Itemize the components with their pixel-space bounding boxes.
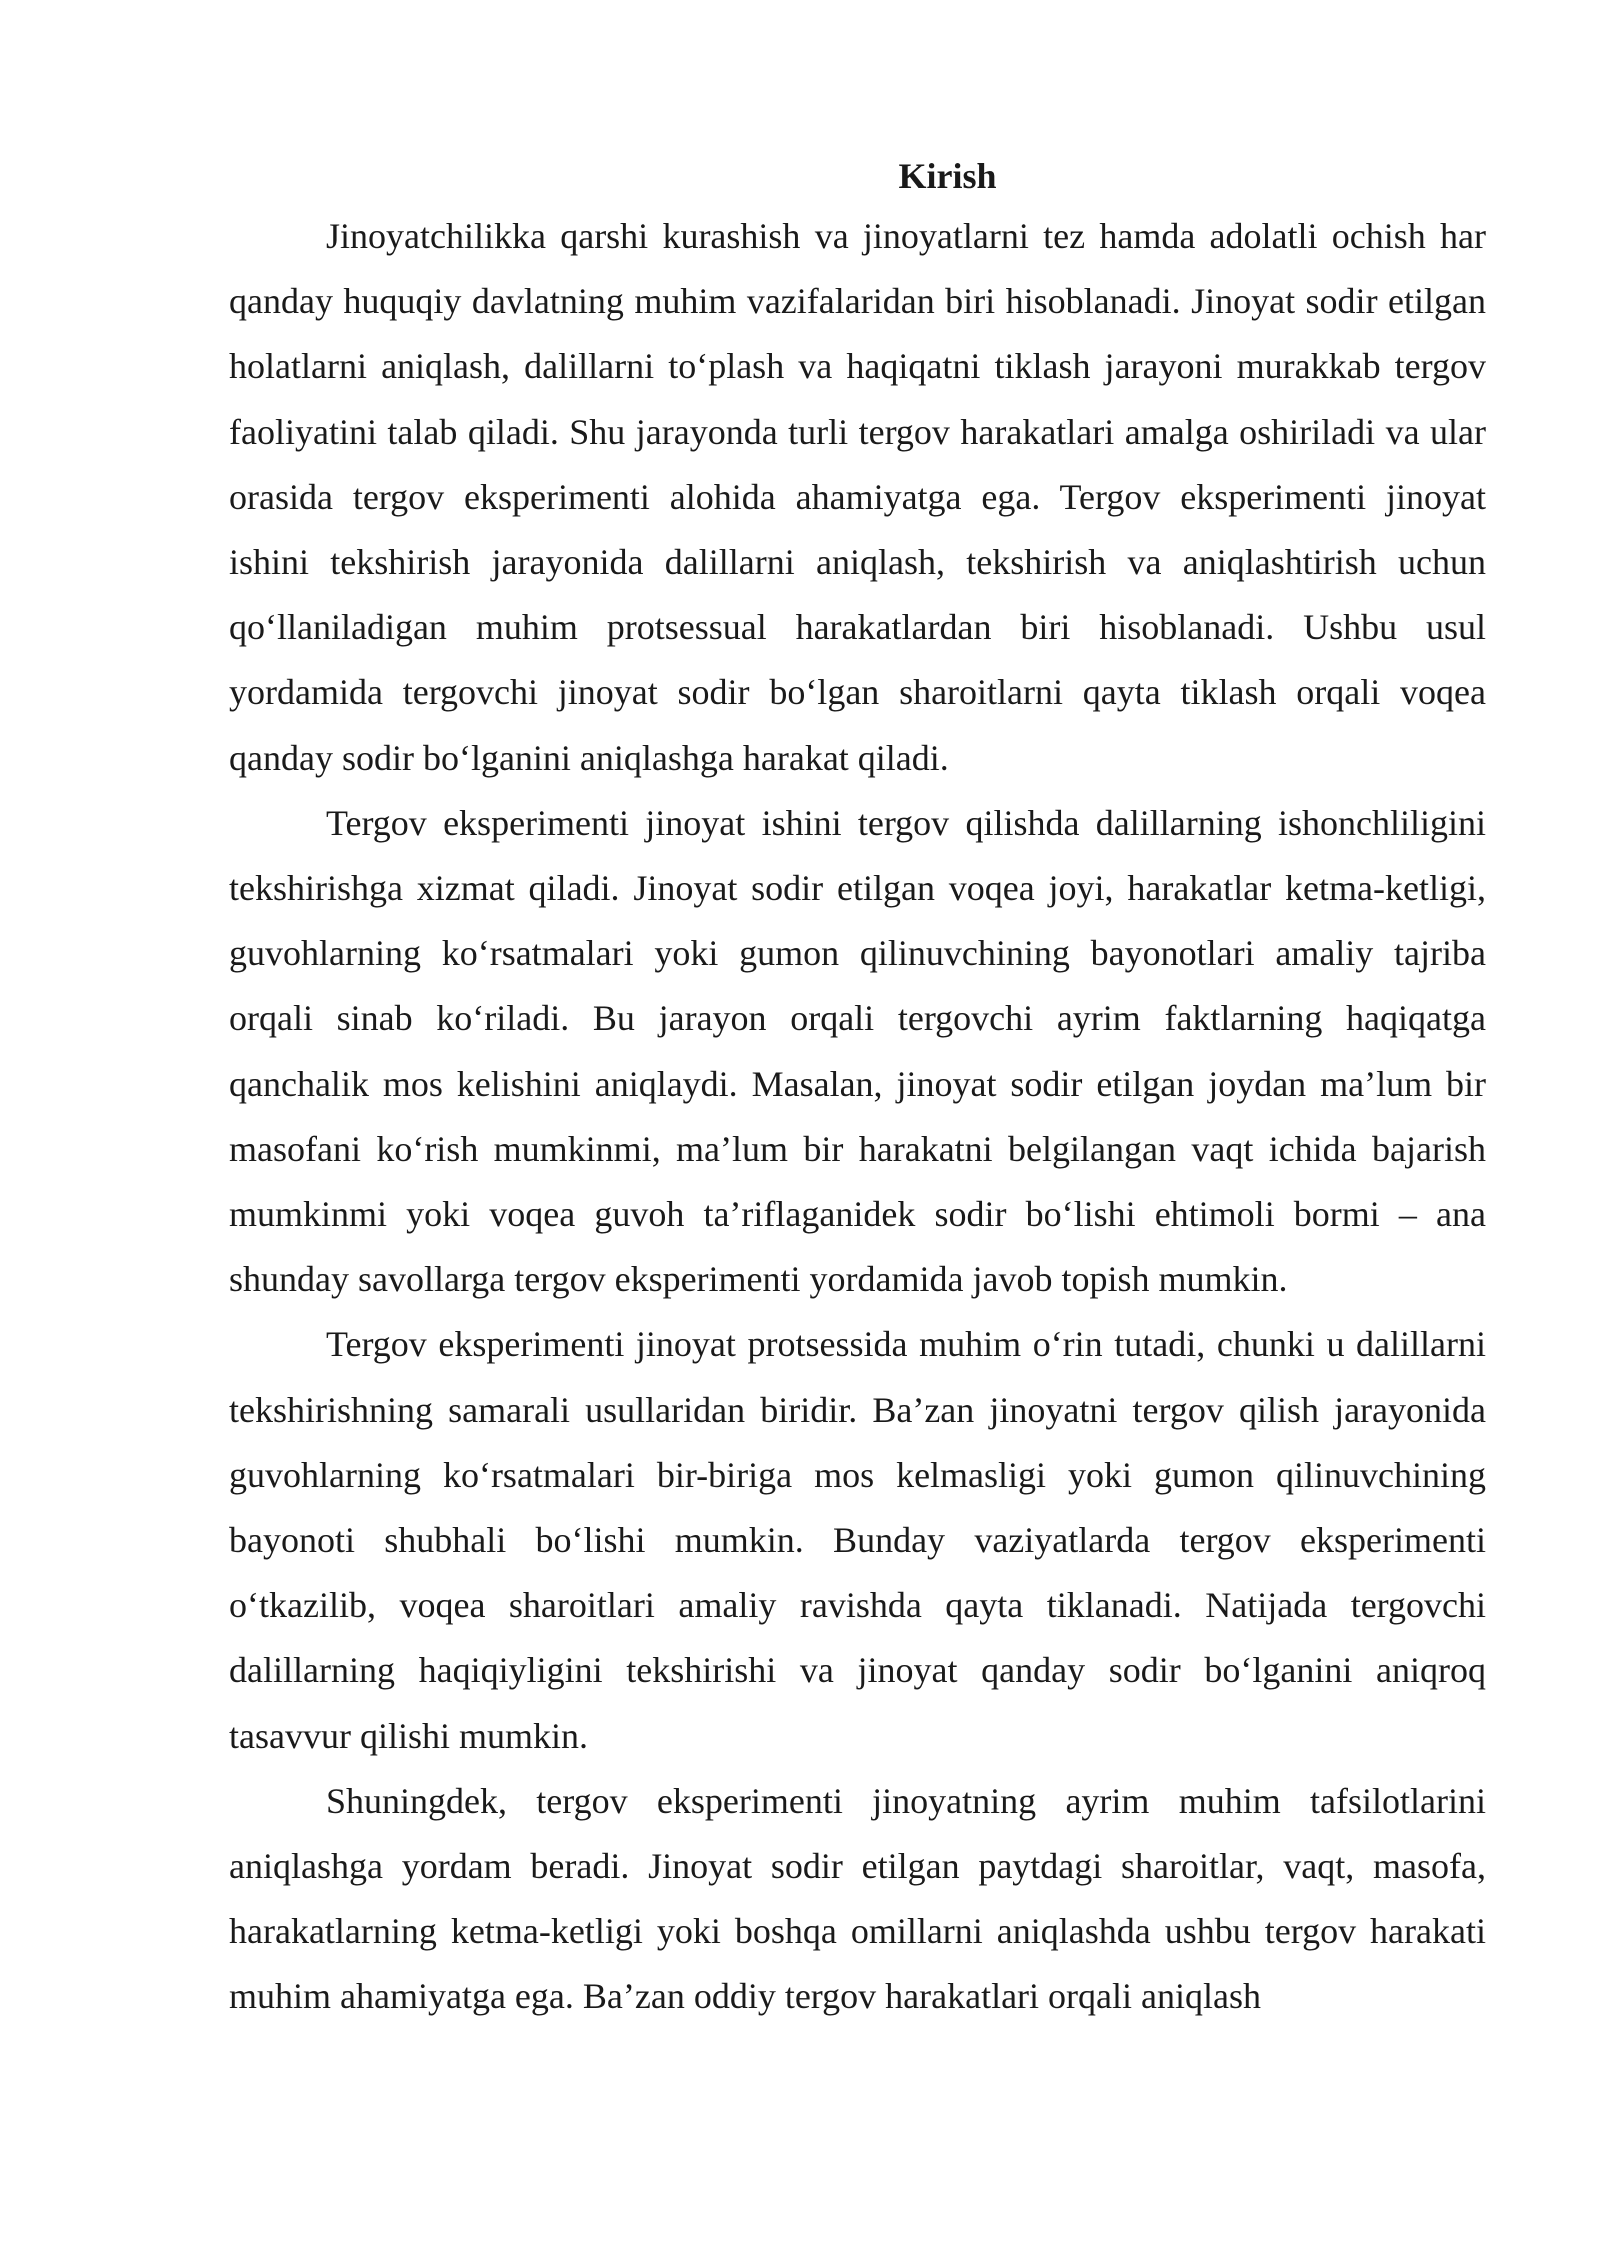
- document-title: Kirish: [898, 156, 997, 196]
- paragraph-3: Tergov eksperimenti jinoyat protsessida muhim o‘rin tutadi, chunki u dalillarni tekshirishning samarali usullaridan biridir. Ba’zan jinoyatni tergov qilish jarayonida guvohlarning ko‘rsatmalari bir-biriga mos kelmasligi yoki gumon qilinuvchining bayonoti shubhali bo‘lishi mumkin. Bunday vaziyatlarda tergov eksperimenti o‘tkazilib, voqea sharoitlari amaliy ravishda qayta tiklanadi. Natijada tergovchi dalillarning haqiqiyligini tekshirishi va jinoyat qanday sodir bo‘lganini aniqroq tasavvur qilishi mumkin.: [229, 1324, 1486, 1756]
- paragraph-4: Shuningdek, tergov eksperimenti jinoyatning ayrim muhim tafsilotlarini aniqlashga yordam beradi. Jinoyat sodir etilgan paytdagi sharoitlar, vaqt, masofa, harakatlarning ketma-ketligi yoki boshqa omillarni aniqlashda ushbu tergov harakati muhim ahamiyatga ega. Ba’zan oddiy tergov harakatlari orqali aniqlash: [229, 1780, 1486, 2017]
- paragraph-1: Jinoyatchilikka qarshi kurashish va jinoyatlarni tez hamda adolatli ochish har qanday huquqiy davlatning muhim vazifalaridan biri hisoblanadi. Jinoyat sodir etilgan holatlarni aniqlash, dalillarni to‘plash va haqiqatni tiklash jarayoni murakkab tergov faoliyatini talab qiladi. Shu jarayonda turli tergov harakatlari amalga oshiriladi va ular orasida tergov eksperimenti alohida ahamiyatga ega. Tergov eksperimenti jinoyat ishini tekshirish jarayonida dalillarni aniqlash, tekshirish va aniqlashtirish uchun qo‘llaniladigan muhim protsessual harakatlardan biri hisoblanadi. Ushbu usul yordamida tergovchi jinoyat sodir bo‘lgan sharoitlarni qayta tiklash orqali voqea qanday sodir bo‘lganini aniqlashga harakat qiladi.: [229, 216, 1486, 778]
- paragraph-2: Tergov eksperimenti jinoyat ishini tergov qilishda dalillarning ishonchliligini tekshirishga xizmat qiladi. Jinoyat sodir etilgan voqea joyi, harakatlar ketma-ketligi, guvohlarning ko‘rsatmalari yoki gumon qilinuvchining bayonotlari amaliy tajriba orqali sinab ko‘riladi. Bu jarayon orqali tergovchi ayrim faktlarning haqiqatga qanchalik mos kelishini aniqlaydi. Masalan, jinoyat sodir etilgan joydan ma’lum bir masofani ko‘rish mumkinmi, ma’lum bir harakatni belgilangan vaqt ichida bajarish mumkinmi yoki voqea guvoh ta’riflaganidek sodir bo‘lishi ehtimoli bormi – ana shunday savollarga tergov eksperimenti yordamida javob topish mumkin.: [229, 802, 1486, 1300]
- document-body: [229, 148, 1486, 2030]
